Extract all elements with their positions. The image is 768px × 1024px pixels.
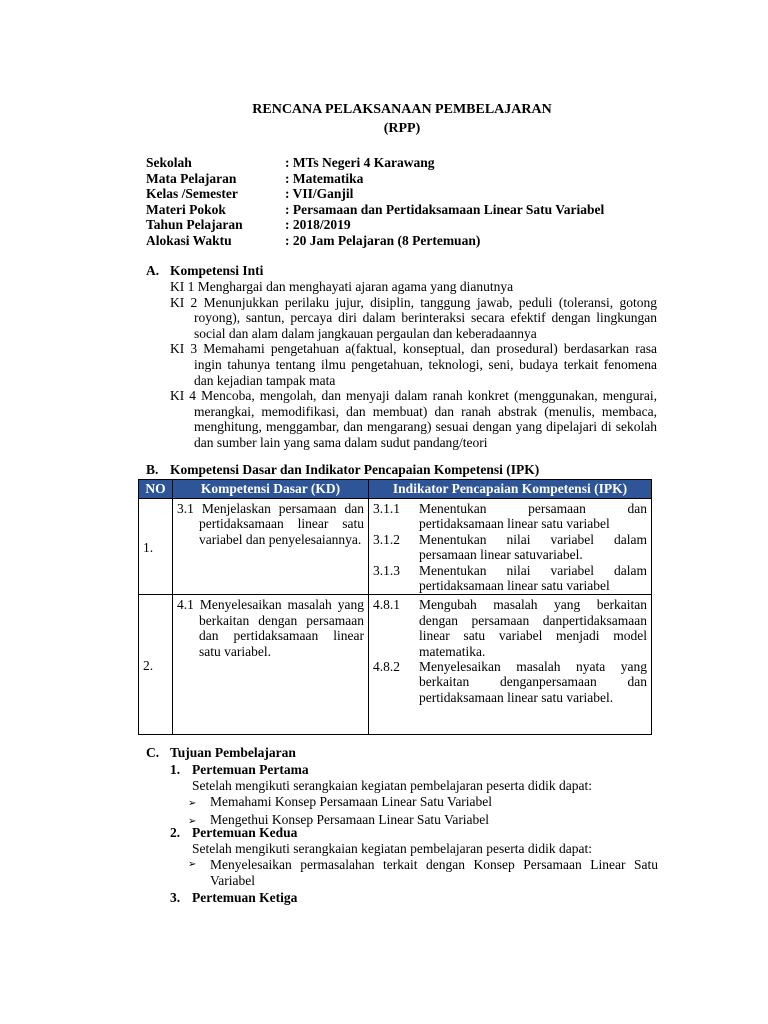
- ipk-item: [373, 563, 647, 594]
- ipk-code: 3.1.1: [373, 501, 400, 516]
- meeting-title: Pertemuan Kedua: [192, 825, 298, 840]
- list-item: [170, 794, 658, 812]
- section-title: Tujuan Pembelajaran: [170, 745, 296, 760]
- row-number: 1.: [139, 499, 173, 595]
- identity-value: : Matematika: [285, 171, 364, 186]
- column-header: Indikator Pencapaian Kompetensi (IPK): [369, 480, 652, 499]
- section-c-heading: [146, 745, 296, 761]
- identity-label: Materi Pokok: [146, 202, 226, 217]
- meeting-title: Pertemuan Pertama: [192, 762, 309, 777]
- meeting-number: 3.: [170, 890, 181, 905]
- ipk-text: Menentukan nilai variabel dalam persamaan linear satuvariabel.: [419, 531, 647, 563]
- ki-item: KI 3 Memahami pengetahuan a(faktual, konseptual, dan prosedural) berdasarkan rasa ingin tahunya tentang ilmu pengetahuan, teknologi, seni, budaya terkait fenomena dan kejadian tampak mata: [170, 341, 657, 388]
- meeting-intro: Setelah mengikuti serangkaian kegiatan pembelajaran peserta didik dapat:: [192, 841, 592, 856]
- table-header-row: [139, 480, 652, 499]
- bullet-text: Mengethui Konsep Persamaan Linear Satu Variabel: [210, 812, 490, 827]
- identity-label: Tahun Pelajaran: [146, 217, 243, 232]
- identity-value: : MTs Negeri 4 Karawang: [285, 155, 435, 170]
- meeting-heading: [170, 762, 658, 778]
- table-row: [139, 499, 652, 595]
- section-b-heading: [146, 462, 539, 478]
- meeting-title: Pertemuan Ketiga: [192, 890, 298, 905]
- arrow-bullet-icon: ➢: [188, 798, 197, 809]
- identity-value: : Persamaan dan Pertidaksamaan Linear Satu Variabel: [285, 202, 605, 217]
- row-number: 2.: [139, 595, 173, 735]
- ipk-cell: [369, 595, 652, 735]
- document-subtitle: (RPP): [383, 121, 421, 136]
- ki-item: KI 1 Menghargai dan menghayati ajaran agama yang dianutnya: [170, 279, 514, 294]
- arrow-bullet-icon: ➢: [188, 816, 197, 827]
- section-number: B.: [146, 462, 159, 477]
- identity-label: Sekolah: [146, 155, 192, 170]
- ipk-item: [373, 597, 647, 659]
- kd-ipk-table: [138, 479, 652, 735]
- meeting-2: [170, 825, 658, 889]
- arrow-bullet-icon: ➢: [188, 859, 197, 870]
- ipk-item: [373, 501, 647, 532]
- kd-cell: [173, 595, 369, 735]
- ipk-item: [373, 659, 647, 705]
- kd-cell: [173, 499, 369, 595]
- bullet-text: Memahami Konsep Persamaan Linear Satu Variabel: [210, 794, 493, 809]
- table-row: [139, 595, 652, 735]
- ipk-text: Menyelesaikan masalah nyata yang berkaitan denganpersamaan dan pertidaksamaan linear satu variabel.: [419, 659, 647, 705]
- section-title: Kompetensi Inti: [170, 263, 264, 278]
- section-number: C.: [146, 745, 160, 760]
- identity-value: : 2018/2019: [285, 217, 351, 232]
- kompetensi-inti-list: [170, 279, 657, 451]
- ipk-text: Menentukan nilai variabel dalam pertidaksamaan linear satu variabel: [419, 562, 647, 594]
- ipk-code: 4.8.2: [373, 659, 400, 675]
- identity-value: : VII/Ganjil: [285, 186, 354, 201]
- meeting-number: 1.: [170, 762, 181, 777]
- column-header: NO: [139, 480, 173, 499]
- meeting-number: 2.: [170, 825, 181, 840]
- section-number: A.: [146, 263, 160, 278]
- bullet-text: Menyelesaikan permasalahan terkait dengan Konsep Persamaan Linear Satu Variabel: [210, 857, 658, 888]
- list-item: [170, 857, 658, 889]
- ki-item: KI 2 Menunjukkan perilaku jujur, disiplin, tanggung jawab, peduli (toleransi, gotong royong), santun, percaya diri dalam berinteraksi secara efektif dengan lingkungan social dan alam dalam jangkauan pergaulan dan keberadaannya: [170, 294, 657, 341]
- meeting-1: [170, 762, 658, 830]
- kd-text: 3.1 Menjelaskan persamaan dan pertidaksamaan linear satu variabel dan penyelesaiannya.: [177, 501, 364, 547]
- ipk-cell: [369, 499, 652, 595]
- document-title: RENCANA PELAKSANAAN PEMBELAJARAN: [252, 102, 552, 117]
- identity-label: Kelas /Semester: [146, 186, 238, 201]
- ipk-text: Menentukan persamaan dan pertidaksamaan linear satu variabel: [419, 501, 647, 532]
- ipk-text: Mengubah masalah yang berkaitan dengan persamaan danpertidaksamaan linear satu variabel menjadi model matematika.: [419, 597, 647, 659]
- column-header: Kompetensi Dasar (KD): [173, 480, 369, 499]
- ipk-item: [373, 532, 647, 563]
- section-title: Kompetensi Dasar dan Indikator Pencapaian Kompetensi (IPK): [170, 462, 540, 477]
- meeting-intro: Setelah mengikuti serangkaian kegiatan pembelajaran peserta didik dapat:: [192, 778, 592, 793]
- meeting-heading: [170, 825, 658, 841]
- identity-label: Alokasi Waktu: [146, 233, 232, 248]
- kd-text: 4.1 Menyelesaikan masalah yang berkaitan dengan persamaan dan pertidaksamaan linear satu variabel.: [177, 597, 364, 659]
- meeting-3: [170, 890, 658, 906]
- ki-item: KI 4 Mencoba, mengolah, dan menyaji dalam ranah konkret (menggunakan, mengurai, merangkai, memodifikasi, dan membuat) dan ranah abstrak (menulis, membaca, menghitung, menggambar, dan mengarang) sesuai dengan yang dipelajari di sekolah dan sumber lain yang sama dalam sudut pandang/teori: [170, 388, 657, 450]
- section-a-heading: [146, 263, 263, 279]
- meeting-heading: [170, 890, 658, 906]
- identity-value: : 20 Jam Pelajaran (8 Pertemuan): [285, 233, 481, 248]
- identity-label: Mata Pelajaran: [146, 171, 237, 186]
- ipk-code: 4.8.1: [373, 597, 400, 613]
- ipk-code: 3.1.3: [373, 562, 400, 578]
- ipk-code: 3.1.2: [373, 531, 400, 547]
